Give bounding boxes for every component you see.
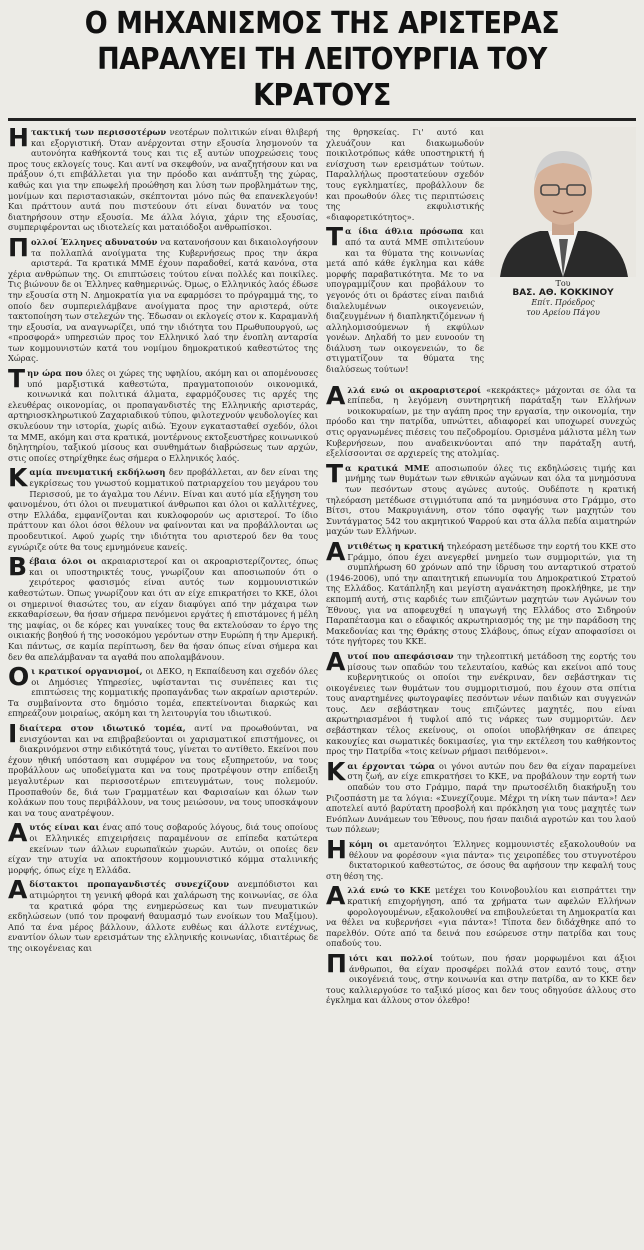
paragraph-text: να κατανοήσουν και δικαιολογήσουν τα πολλαπλά ανοίγματα της Κυβερνήσεως προς την άκρα αριστερά. Τα κρατικά ΜΜΕ έχουν παραδοθεί, κατά κανόνα, στα χέρια ανθρώπων της. Οι επιπτώσεις τούτου είναι πολλές και ποικίλες. Τις βιώνουν δε οι Έλληνες καθημερινώς. Όμως, ο Ελληνικός λαός έδωσε την εξουσία στη Ν. Δημοκρατία για να εφαρμόσει το πρόγραμμά της, το οποίο δεν συμπεριελάμβανε ανοίγματα προς την αριστερά, ούτε τακτοποίηση των στελεχών της. Έδωσαν οι εκλογείς στον κ. Καραμανλή την εξουσία, να αναγνωρίζει, υπό την ιδιότητα του Πρωθυπουργού, ως «προσφορά» υπηρεσιών προς τον Ελληνικό λαό την ένοπλη ανταρσία των κομμουνιστών κατά του νομίμου δημοκρατικού καθεστώτος της Χώρας. — [8, 236, 318, 364]
article-paragraph — [8, 818, 318, 875]
byline-box — [326, 127, 636, 379]
byline-prefix: Του — [555, 279, 571, 288]
paragraph-lead: ολλοί Έλληνες αδυνατούν — [30, 236, 158, 247]
article-paragraph — [326, 536, 636, 647]
article-paragraph — [8, 875, 318, 953]
paragraph-text: οι γόνοι αυτών που δεν θα είχαν παραμείνει στη ζωή, αν είχε επικρατήσει το ΚΚΕ, να προβάλουν την εορτή των οπαδών του στο Γράμμο, παρά την πρωτοσέλιδη διακήρυξη του Ριζοσπάστη με τα λόγια: «Συνεχίζουμε. Μέχρι τη νίκη των πάντα»! Δεν αποτελεί αυτό βαρύτατη προσβολή και πρόκληση για τους μαχητές των Ενόπλων Δυνάμεων του Έθνους, που ήσαν παιδιά αγροτών και του λαού των πόλεων; — [326, 760, 636, 835]
paragraph-lead: α ίδια άθλια πρόσωπα — [345, 226, 464, 237]
paragraph-lead: ι κρατικοί οργανισμοί, — [31, 666, 143, 677]
paragraph-lead: α κρατικά ΜΜΕ — [345, 462, 430, 473]
article-paragraph — [326, 380, 636, 459]
drop-cap: Τ — [8, 364, 26, 394]
paragraph-lead: λλά ενώ το ΚΚΕ — [347, 885, 431, 896]
drop-cap: Τ — [326, 458, 344, 488]
headline-line-2: ΠΑΡΑΛΥΕΙ ΤΗ ΛΕΙΤΟΥΡΓΙΑ ΤΟΥ ΚΡΑΤΟΥΣ — [97, 42, 547, 113]
article-columns — [8, 123, 637, 1010]
article-paragraph — [326, 646, 637, 757]
drop-cap: Π — [326, 948, 347, 978]
drop-cap: Α — [326, 536, 346, 566]
article-paragraph — [8, 364, 319, 463]
paragraph-text: οι ΔΕΚΟ, η Εκπαίδευση και σχεδόν όλες οι Δημόσιες Υπηρεσίες, υφίστανται τις συνέπειες και τις επιπτώσεις της κομματικής προπαγάνδας των ακραίων αριστερών. Τα συμβαίνοντα στο δημόσιο τομέα, επεκτείνονται διαρκώς και επηρεάζουν μοιραίως, ακόμη και τη λειτουργία του ιδιωτικού. — [8, 666, 319, 719]
paragraph-text: και από τα αυτά ΜΜΕ σπιλιτεύουν και τα θύματα της κοινωνίας μετά από κάθε έγκλημα και κάθε μορφής παραβατικότητα. Με το να υπογραμμίζουν και προβάλουν το γεγονός ότι οι δράστες είναι παιδιά διαλελυμένων οικογενειών, διαζευγμένων ή διαπληκτιζόμενων ή αλληλομισούμενων ή εκφύλων γονέων. Δηλαδή το μεν ευνοούν τη διάλυση των οικογενειών, το δε στιγματίζουν τα θύματα της διαλύσεως τούτων! — [326, 226, 484, 375]
paragraph-lead: λλά ενώ οι ακροαριστεροί — [347, 384, 482, 395]
paragraph-text: δεν προβάλλεται, αν δεν είναι της εγκρίσεως του γνωστού κομματικού πατριαρχείου του μεγάρου του Περισσού, με το άγαλμα του Λένιν. Είναι και αυτό μία εξήγηση του φαινομένου, ότι όλοι οι πνευματικοί άνθρωποι και όλοι οι καλλιτέχνες, στην Ελλάδα, εμφανίζονται και κυκλοφορούν ως αριστεροί. Το ίδιο πράττουν και όλοι όσοι θέλουν να φαίνονται και να προβάλλονται ως προοδευτικοί. Αφού χωρίς την ιδιότητα του αριστερού δεν θα τους εγνώριζε ούτε θα τους εμνημόνευε κανείς. — [8, 467, 318, 552]
paragraph-text: ακραιαριστεροί και οι ακροαριστερίζοντες, όπως και οι υποστηρικτές τους, γνωρίζουν και αποσιωπούν ότι ο χειρότερος φασισμός είναι αυτός των κομμουνιστικών καθεστώτων. Όπως γνωρίζουν και ότι αν είχε επικρατήσει το ΚΚΕ, όλοι οι σημερινοί θιασώτες του, αν είχαν διαφύγει από την μάχαιρα των εκκαθαρίσεων, θα ήσαν σήμερα πενόμενοι εργάτες ή επιστάμονες ή μέλη της μαφίας, οι δε κόρες και γυναίκες τους θα εκτελούσαν το έργο της οικιακής βοηθού ή της νοσοκόμου γερόντων στην Ευρώπη ή την Αμερική. Και πάντως, σε καμία περίπτωση, δεν θα ήσαν όπως είναι σήμερα και δεν θα απελάμβαναν τα αγαθά που απολαμβάνουν. — [8, 556, 318, 662]
article-paragraph — [326, 756, 636, 835]
article-paragraph — [326, 948, 636, 1006]
right-column — [326, 127, 636, 1010]
author-role-1: Επίτ. Πρόεδρος — [531, 298, 595, 307]
drop-cap: Τ — [326, 222, 344, 252]
article-paragraph — [326, 127, 484, 222]
byline — [490, 127, 636, 379]
paragraph-text: την τηλεοπτική μετάδοση της εορτής του μίσους των οπαδών του τελευταίου, καθώς και εκείνοι από τους κυβερνητικούς οι οποίοι την ενέκριναν, δεν σεβάστηκαν τις οικογένειες των θυμάτων του συμμοριτισμού, που έχουν στα σπίτια τους αναρτημένες φωτογραφίες πεσόντων νέων παιδιών και συγγενών τους. Δεν σεβάστηκαν τους επιζώντες μαχητές, που είναι ακρωτηριασμένοι ή τυφλοί από τις νάρκες των συμμοριτών. Δεν σεβάστηκαν τέλος εκείνους, οι οποίοι υποβλήθηκαν σε άπειρες κακουχίες και σωματικές δοκιμασίες, για την εκτέλεση του καθήκοντος προς την Πατρίδα «τοις κείνων ρήμασι πειθόμενοι». — [326, 650, 637, 757]
author-name: ΒΑΣ. ΑΘ. ΚΟΚΚΙΝΟΥ — [512, 288, 614, 298]
left-column — [8, 123, 319, 1010]
drop-cap: Α — [8, 875, 28, 905]
article-paragraph — [326, 458, 636, 537]
drop-cap: Α — [326, 646, 346, 676]
paragraph-text: όλες οι χώρες της υφηλίου, ακόμη και οι απομένουσες υπό μαρξιστικά καθεστώτα, πραγματοποιούν οικονομικά, κοινωνικά και πολιτικά άλματα, εφαρμόζουσες τις αρχές της ελευθέρας οικονομίας, οι προπαγανδιστές της Ελληνικής αριστεράς, αρτηριοσκληρωτικού Ζαχαριαδικού τύπου, φιλοτεχνούν ψευδολογίες και σκυλεύουν την ιστορία, χωρίς αιδώ. Έχουν εγκατασταθεί σχεδόν, όλοι τα ΜΜΕ, ακόμη και στα κρατικά, μοντέρνους εκτοξευστήρες κοινωνικού δηλητηρίου, ταξικού μίσους και συνθημάτων διαβρώσεως των αρχών, στις οποίες στηρίχθηκε έως σήμερα ο Ελληνικός λαός. — [8, 368, 319, 463]
paragraph-text: ανεμπόδιστοι και ατιμώρητοι τη γενική φθορά και χαλάρωση της κοινωνίας, σε όλα τα κρατικά φόρα της ενημερώσεως και των πνευματικών εκδηλώσεων (υπό τον προφανή θαυμασμό των ενοίκων του Μαξίμου). Από τα ένα μέρος βάλλουν, άλλοτε ευθέως και άλλοτε εντέχνως, εναντίον όλων των ερεισμάτων της ελληνικής κοινωνίας, ιδιαιτέρως δε της οικογένειας και — [8, 879, 318, 953]
article-paragraph — [8, 719, 319, 818]
paragraph-lead: ντιθέτως η κρατική — [347, 540, 444, 551]
article-paragraph — [8, 463, 318, 552]
drop-cap: Κ — [8, 463, 28, 493]
drop-cap: Η — [326, 835, 347, 864]
drop-cap: Ο — [8, 662, 30, 692]
paragraph-text: μετέχει του Κοινοβουλίου και εισπράττει την κρατική επιχορήγηση, από τα χρήματα των αφελών Ελλήνων φορολογουμένων, εξακολουθεί να επιβουλεύεται τη Δημοκρατία και να θέλει να κυβερνήσει «για πάντα»! Τίποτα δεν διδάχθηκε από το παρελθόν. Ούτε από τα δεινά που εσώρευσε στην πατρίδα και τους οπαδούς του. — [326, 885, 636, 949]
paragraph-lead: τακτική των περισσοτέρων — [30, 127, 167, 137]
article-paragraph — [8, 232, 318, 364]
headline — [39, 6, 604, 114]
paragraph-text: της θρησκείας. Γι' αυτό και χλευάζουν και διακωμωδούν ποικιλοτρόπως κάθε υποστηρικτή ή ενίσχυση των ερεισμάτων τούτων. Παραλλήλως προστατεύουν σχεδόν τους εγκληματίες, προβάλλουν δε και προωθούν όλες τις περιπτώσεις της εκφυλιστικής «διαφορετικότητος». — [326, 127, 484, 222]
drop-cap: Π — [8, 232, 29, 262]
paragraph-lead: υτοί που απεφάσισαν — [347, 650, 454, 661]
article-paragraph — [8, 123, 318, 233]
paragraph-text: τηλεόραση μετέδωσε την εορτή του ΚΚΕ στο Γράμμο, όπου έχει ανεγερθεί μνημείο των συμμοριτών, για τη συμπλήρωση 60 χρόνων από την ίδρυση του ανταρτικού στρατού (1946-2006), υπό την απαιτητική επωνυμία του Δημοκρατικού Στρατού της Ελλάδος. Κατάπληξη και μεγίστη αγανάκτηση προκλήθηκε, με την εκπομπή αυτή, στις καρδιές των επιζώντων μαχητών των Αγώνων του Έθνους, για να αποφευχθεί η υπαγωγή της Ελλάδος στο Σιδηρούν Παραπέτασμα και ο εδαφικός ακρωτηριασμός της με την παράδοση της Μακεδονίας και της Θράκης στους Σλάβους, όπως είχαν αποφασίσει οι τότε ηγήτορες του ΚΚΕ. — [326, 540, 636, 647]
paragraph-lead: κόμη οι — [348, 839, 389, 849]
drop-cap: Α — [8, 818, 28, 848]
right-column-top-text — [326, 127, 484, 379]
paragraph-lead: ιότι και πολλοί — [348, 952, 434, 963]
article-paragraph — [326, 222, 484, 375]
drop-cap: Α — [326, 881, 346, 911]
article-paragraph — [8, 662, 319, 719]
paragraph-text: αντί να προωθούνται, να ενισχύονται και να επιβραβεύονται οι χαρισματικοί επιστήμονες, οι διακρινόμενοι στην ειδικότητά τους, γίνεται το αντίθετο. Εκείνοι που έχουν ηθική υπόσταση και συμφέρον να τους εξυπηρετούν, να τους προβάλλουν ως υποδείγματα και να τους προτρέψουν στην επίδειξη μεγαλυτέρων και περισσοτέρων επιτευγμάτων, τους πολεμούν. Προσπαθούν δε, διά των Γραμματέων και Φαρισαίων και όλων των κολάκων που τους περιβάλλουν, να τους μειώσουν, να τους υποσκάψουν και να τους ανατρέψουν. — [8, 723, 319, 818]
paragraph-text: ένας από τους σοβαρούς λόγους, διά τους οποίους οι Ελληνικές επιχειρήσεις παραμένουν σε επίπεδα κατώτερα εκείνων των άλλων ευρωπαϊκών χωρών. Αυτών, οι οποίες δεν είχαν την ατυχία να αποκτήσουν κομμουνιστικό κόμμα σταλινικής μορφής, όπως είχε η Ελλάδα. — [8, 822, 318, 875]
paragraph-lead: ην ώρα που — [27, 368, 83, 379]
author-role-2: του Αρείου Πάγου — [526, 308, 600, 317]
paragraph-lead: αμία πνευματική εκδήλωση — [29, 467, 166, 478]
paragraph-text: νεοτέρων πολιτικών είναι θλιβερή και εξοργιστική. Όταν ανέρχονται στην εξουσία λησμονούν τα αυτονόητα καθήκοντά τους και τις εξ αυτών υποχρεώσεις τους προς τους εκλογείς τους. Και αντί να σκεφθούν, να αναζητήσουν και να πράξουν ό,τι επιβάλλεται για την πρόοδο και ανάπτυξη της χώρας, καθώς και για την επωφελή προώθηση και λύση των προβλημάτων της, μονίμων και περιστασιακών, σκέπτονται μόνο πώς θα επανεκλεγούν! Και πράττουν αυτά που πιστεύουν ότι είναι δυνατόν να τους διατηρήσουν στην εξουσία. Με άλλα λόγια, χάριν της εξουσίας, συμπεριφέρονται ως ιδιοτελείς και ματαιόδοξοι ανθρωπίσκοι. — [8, 127, 318, 233]
article-paragraph — [326, 835, 637, 881]
paragraph-lead: διαίτερα στον ιδιωτικό τομέα, — [19, 723, 186, 734]
right-column-text — [326, 380, 637, 1006]
headline-line-1: Ο ΜΗΧΑΝΙΣΜΟΣ ΤΗΣ ΑΡΙΣΤΕΡΑΣ — [84, 6, 560, 41]
drop-cap: Ι — [8, 719, 18, 749]
paragraph-text: αποσιωπούν όλες τις εκδηλώσεις τιμής και μνήμης των θυμάτων των εθνικών αγώνων και όλα τα μνημόσυνα των πεσόντων στους αγώνες αυτούς. Ουδέποτε η κρατική τηλεόραση μετέδωσε στιγμιότυπα από τα μνημόσυνα στο Γράμμο, στο Βίτσι, στου Μακρυγιάννη, στον τόπο σφαγής των μαχητών του Συντάγματος 542 του ακμητικού Ψαρρού και στα άλλα πεδία αιματηρών μαχών των Ελλήνων. — [326, 462, 636, 537]
paragraph-text: αμετανόητοι Έλληνες κομμουνιστές εξακολουθούν να θέλουν να φορέσουν «για πάντα» τις χειροπέδες του στυγνοτέρου δικτατορικού καθεστώτος, σε όσους θα αφήσουν την κεφαλή τους στη θέση της. — [326, 839, 637, 881]
paragraph-lead: αι έρχονται τώρα — [347, 760, 435, 771]
paragraph-lead: έβαια όλοι οι — [29, 556, 97, 567]
paragraph-text: τούτων, που ήσαν μορφωμένοι και άξιοι άνθρωποι, θα είχαν προσφέρει πολλά στον εαυτό τους, στην οικογένειά τους, στην κοινωνία και στην πατρίδα, αν το ΚΚΕ δεν τους καλλιεργούσε το ταξικό μίσος και δεν τους οδηγούσε άλλους στο έγκλημα και άλλους στον όλεθρο! — [326, 952, 636, 1006]
drop-cap: Η — [8, 123, 29, 152]
article-paragraph — [8, 552, 318, 662]
article-paragraph — [326, 881, 636, 949]
paragraph-lead: υτός είναι και — [29, 822, 100, 833]
headline-divider — [8, 118, 636, 121]
drop-cap: Κ — [326, 756, 346, 786]
drop-cap: Α — [326, 380, 346, 410]
author-portrait-icon — [490, 127, 636, 277]
paragraph-text: «κεκράκτες» μάχονται σε όλα τα επίπεδα, η λεγόμενη συντηρητική παράταξη των Ελλήνων νοικοκυραίων, με την αγάπη προς την εργασία, την οικονομία, την πρόοδο και την πατρίδα, υπνώττει, αδιαφορεί και υποχωρεί συνεχώς στις οργανωμένες πιέσεις του πεζοδρομίου. Ορισμένα μάλιστα μέλη των Κυβερνήσεων, που αναδεικνύονται από την παράταξη αυτή, εξελίσσονται σε αρχιερείς της ατολμίας. — [326, 384, 636, 459]
paragraph-lead: δίστακτοι προπαγανδιστές συνεχίζουν — [29, 879, 229, 890]
drop-cap: Β — [8, 552, 28, 582]
